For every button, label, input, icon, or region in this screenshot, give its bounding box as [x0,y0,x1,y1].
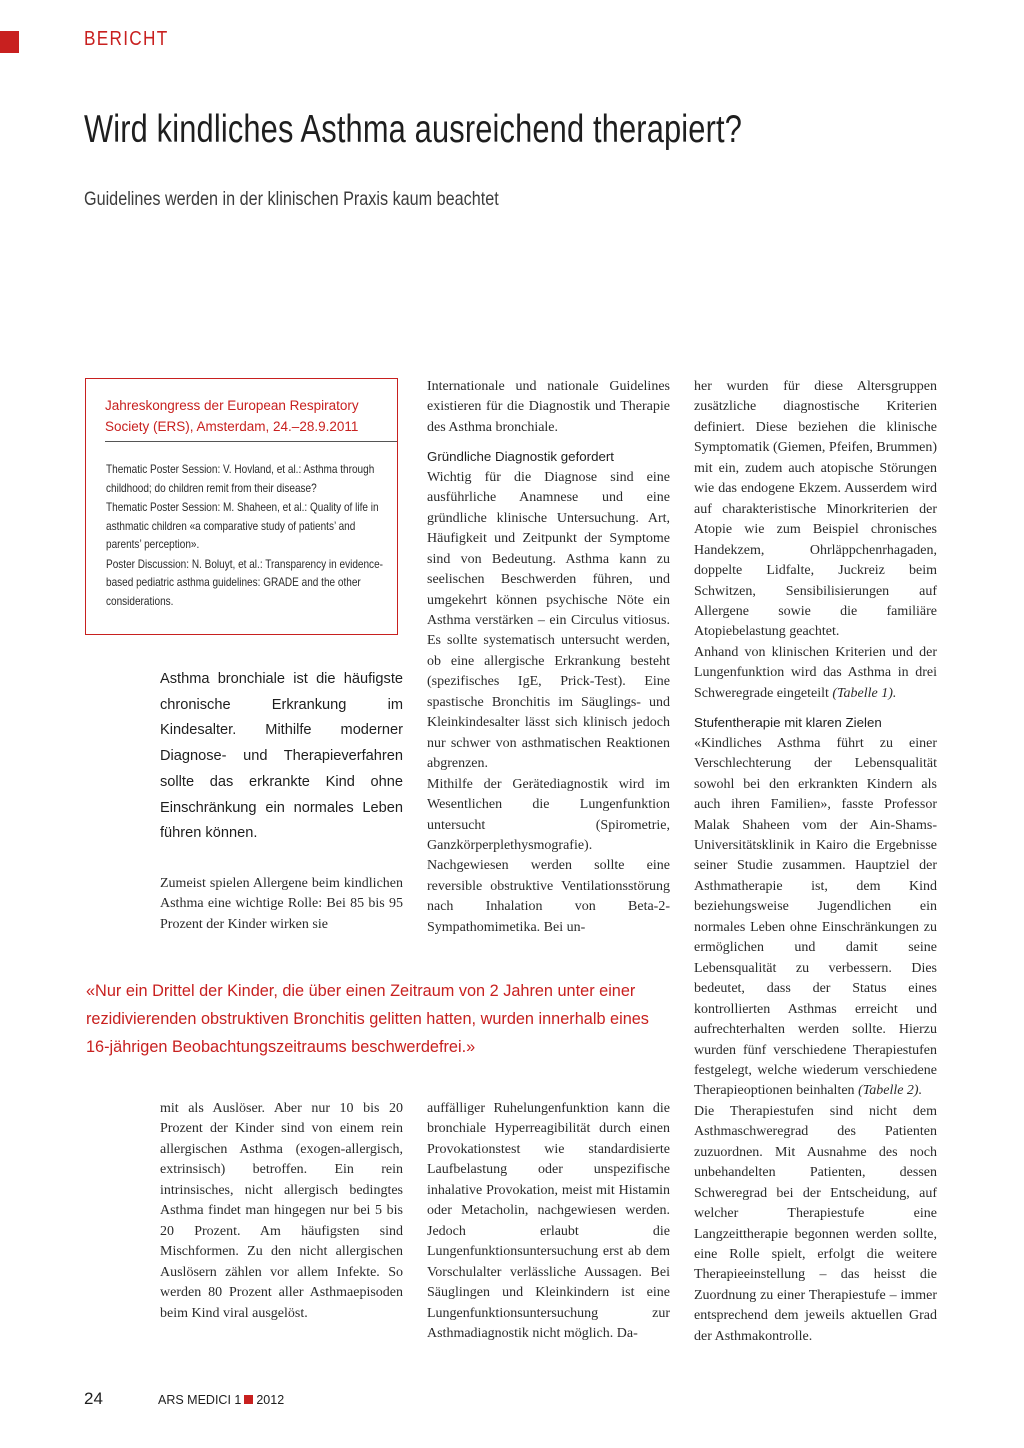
body-paragraph [694,734,937,1102]
table-reference: (Tabelle 1). [832,685,897,701]
body-paragraph: mit als Auslöser. Aber nur 10 bis 20 Prozent der Kinder sind von einem rein allergischen Asthma (exogen-allergisch, extrinsisch) betroffen. Ein rein intrinsisches, nicht allergisch bedingtes Asthma findet man hingegen nur bei 5 bis 20 Prozent. Am häufigsten sind Mischformen. Zu den nicht allergischen Auslösern zählen vor allem Infekte. So werden 80 Prozent aller Asthmaepisoden beim Kind viral ausgelöst. [160,1101,403,1321]
conference-heading-line1: Jahreskongress der European Respiratory [105,398,359,413]
column-3 [694,377,937,1347]
journal-year: 2012 [256,1393,285,1407]
reference-item: Thematic Poster Session: M. Shaheen, et al.: Quality of life in asthmatic children «a comparative study of patients’ and parents’ perception». [106,500,379,551]
column-1-bottom [160,1099,403,1324]
lead-paragraph: Asthma bronchiale ist die häufigste chronische Erkrankung im Kindesalter. Mithilfe moderner Diagnose- und Therapieverfahren sollte das erkrankte Kind ohne Einschränkung ein normales Leben führen können. [160,671,403,842]
subheading-diagnostik: Gründliche Diagnostik gefordert [427,449,614,465]
body-paragraph: Internationale und nationale Guidelines existieren für die Diagnostik und Therapie des Asthma bronchiale. [427,379,670,435]
reference-item: Thematic Poster Session: V. Hovland, et al.: Asthma through childhood; do children remit from their disease? [106,462,375,495]
section-label: BERICHT [84,28,169,50]
journal-name: ARS MEDICI 1 [158,1393,242,1407]
pull-quote: «Nur ein Drittel der Kinder, die über einen Zeitraum von 2 Jahren unter einer rezidivierenden obstruktiven Bronchitis gelitten hatten, wurden innerhalb eines 16-jährigen Beobachtungszeitraums beschwerdefrei.» [86,982,649,1056]
reference-item: Poster Discussion: N. Boluyt, et al.: Transparency in evidence-based pediatric asthma guidelines: GRADE and the other considerations. [106,556,383,608]
info-box-divider [105,441,397,442]
body-text: «Kindliches Asthma führt zu einer Verschlechterung der Lebensqualität sowohl bei den erkrankten Kindern als auch ihren Familien», fasste Professor Malak Shaheen vom der Ain-Shams-Universitätsklinik in Kairo die Ergebnisse seiner Studie zusammen. Hauptziel der Asthmatherapie ist, dem Kind beziehungsweise Jugendlichen ein normales Leben ohne Einschränkungen zu ermöglichen und damit seine Lebensqualität zu verbessern. Dies bedeutet, dass der Status eines kontrollierten Asthmas erreicht und aufrechterhalten werden sollte. Hierzu wurden fünf verschiedene Therapiestufen festgelegt, welche wiederum verschiedene Therapieoptionen beinhalten [694,735,937,1099]
article-title: Wird kindliches Asthma ausreichend therapiert? [84,108,743,151]
conference-heading [105,395,395,437]
article-subtitle: Guidelines werden in der klinischen Praxis kaum beachtet [84,188,499,210]
body-text: Anhand von klinischen Kriterien und der Lungenfunktion wird das Asthma in drei Schweregrade eingeteilt [694,644,937,701]
column-2-bottom [427,1099,670,1344]
body-paragraph: Zumeist spielen Allergene beim kindlichen Asthma eine wichtige Rolle: Bei 85 bis 95 Prozent der Kinder wirken sie [160,876,403,932]
column-2-top [427,377,670,938]
body-paragraph: Mithilfe der Gerätediagnostik wird im Wesentlichen die Lungenfunktion untersucht (Spirometrie, Ganzkörperplethysmografie). Nachgewiesen werden sollte eine reversible obstruktive Ventilationsstörung nach Inhalation von Beta-2-Sympathomimetika. Bei un- [427,776,670,935]
section-marker [0,31,19,53]
subheading-stufentherapie: Stufentherapie mit klaren Zielen [694,715,882,731]
column-1-top [160,874,403,935]
page-number: 24 [84,1389,103,1408]
body-paragraph [694,643,937,704]
body-paragraph: Wichtig für die Diagnose sind eine ausführliche Anamnese und eine gründliche klinische Untersuchung. Art, Häufigkeit und Zeitpunkt der Symptome sind von Bedeutung. Asthma kann zu seelischen Beschwerden führen, und umgekehrt können psychische Nöte ein Asthma verstärken – ein Circulus vitiosus. Es sollte systematisch untersucht werden, ob eine allergische Erkrankung besteht (spezifisches IgE, Prick-Test). Eine spastische Bronchitis im Säuglings- und Kleinkindesalter lässt sich klinisch jedoch nur schwer von asthmatischen Reaktionen abgrenzen. [427,469,670,772]
footer-separator [244,1395,253,1404]
table-reference: (Tabelle 2). [858,1083,923,1099]
body-paragraph: auffälliger Ruhelungenfunktion kann die bronchiale Hyperreagibilität durch einen Provokationstest wie standardisierte Laufbelastung oder unspezifische inhalative Provokation, meist mit Histamin oder Metacholin, nachgewiesen werden. Jedoch erlaubt die Lungenfunktionsuntersuchung erst ab dem Vorschulalter verlässliche Aussagen. Bei Säuglingen und Kleinkindern ist eine Lungenfunktionsuntersuchung zur Asthmadiagnostik nicht möglich. Da- [427,1101,670,1341]
body-paragraph: Die Therapiestufen sind nicht dem Asthmaschweregrad des Patienten zuzuordnen. Mit Ausnahme des noch unbehandelten Patienten, dessen Schweregrad bei der Entscheidung, auf welcher Therapiestufe eine Langzeittherapie begonnen werden sollte, eine Rolle spielt, erfolgt die weitere Therapieeinstellung – das heisst die Zuordnung zu einer Therapiestufe – immer entsprechend dem jeweils aktuellen Grad der Asthmakontrolle. [694,1103,937,1344]
conference-heading-line2: Society (ERS), Amsterdam, 24.–28.9.2011 [105,419,359,434]
body-paragraph: her wurden für diese Altersgruppen zusätzliche diagnostische Kriterien definiert. Diese beziehen die klinische Symptomatik (Giemen, Pfeifen, Brummen) mit ein, zudem auch atopische Störungen wie das endogene Ekzem. Ausserdem wird auf charakteristische Minorkriterien der Atopie wie zum Beispiel chronisches Handekzem, Ohrläppchenrhagaden, doppelte Lidfalte, Juckreiz beim Schwitzen, Sensibilisierungen auf Allergene sowie die familiäre Atopiebelastung geachtet. [694,379,938,640]
journal-footer [158,1393,284,1407]
conference-references [106,460,387,611]
